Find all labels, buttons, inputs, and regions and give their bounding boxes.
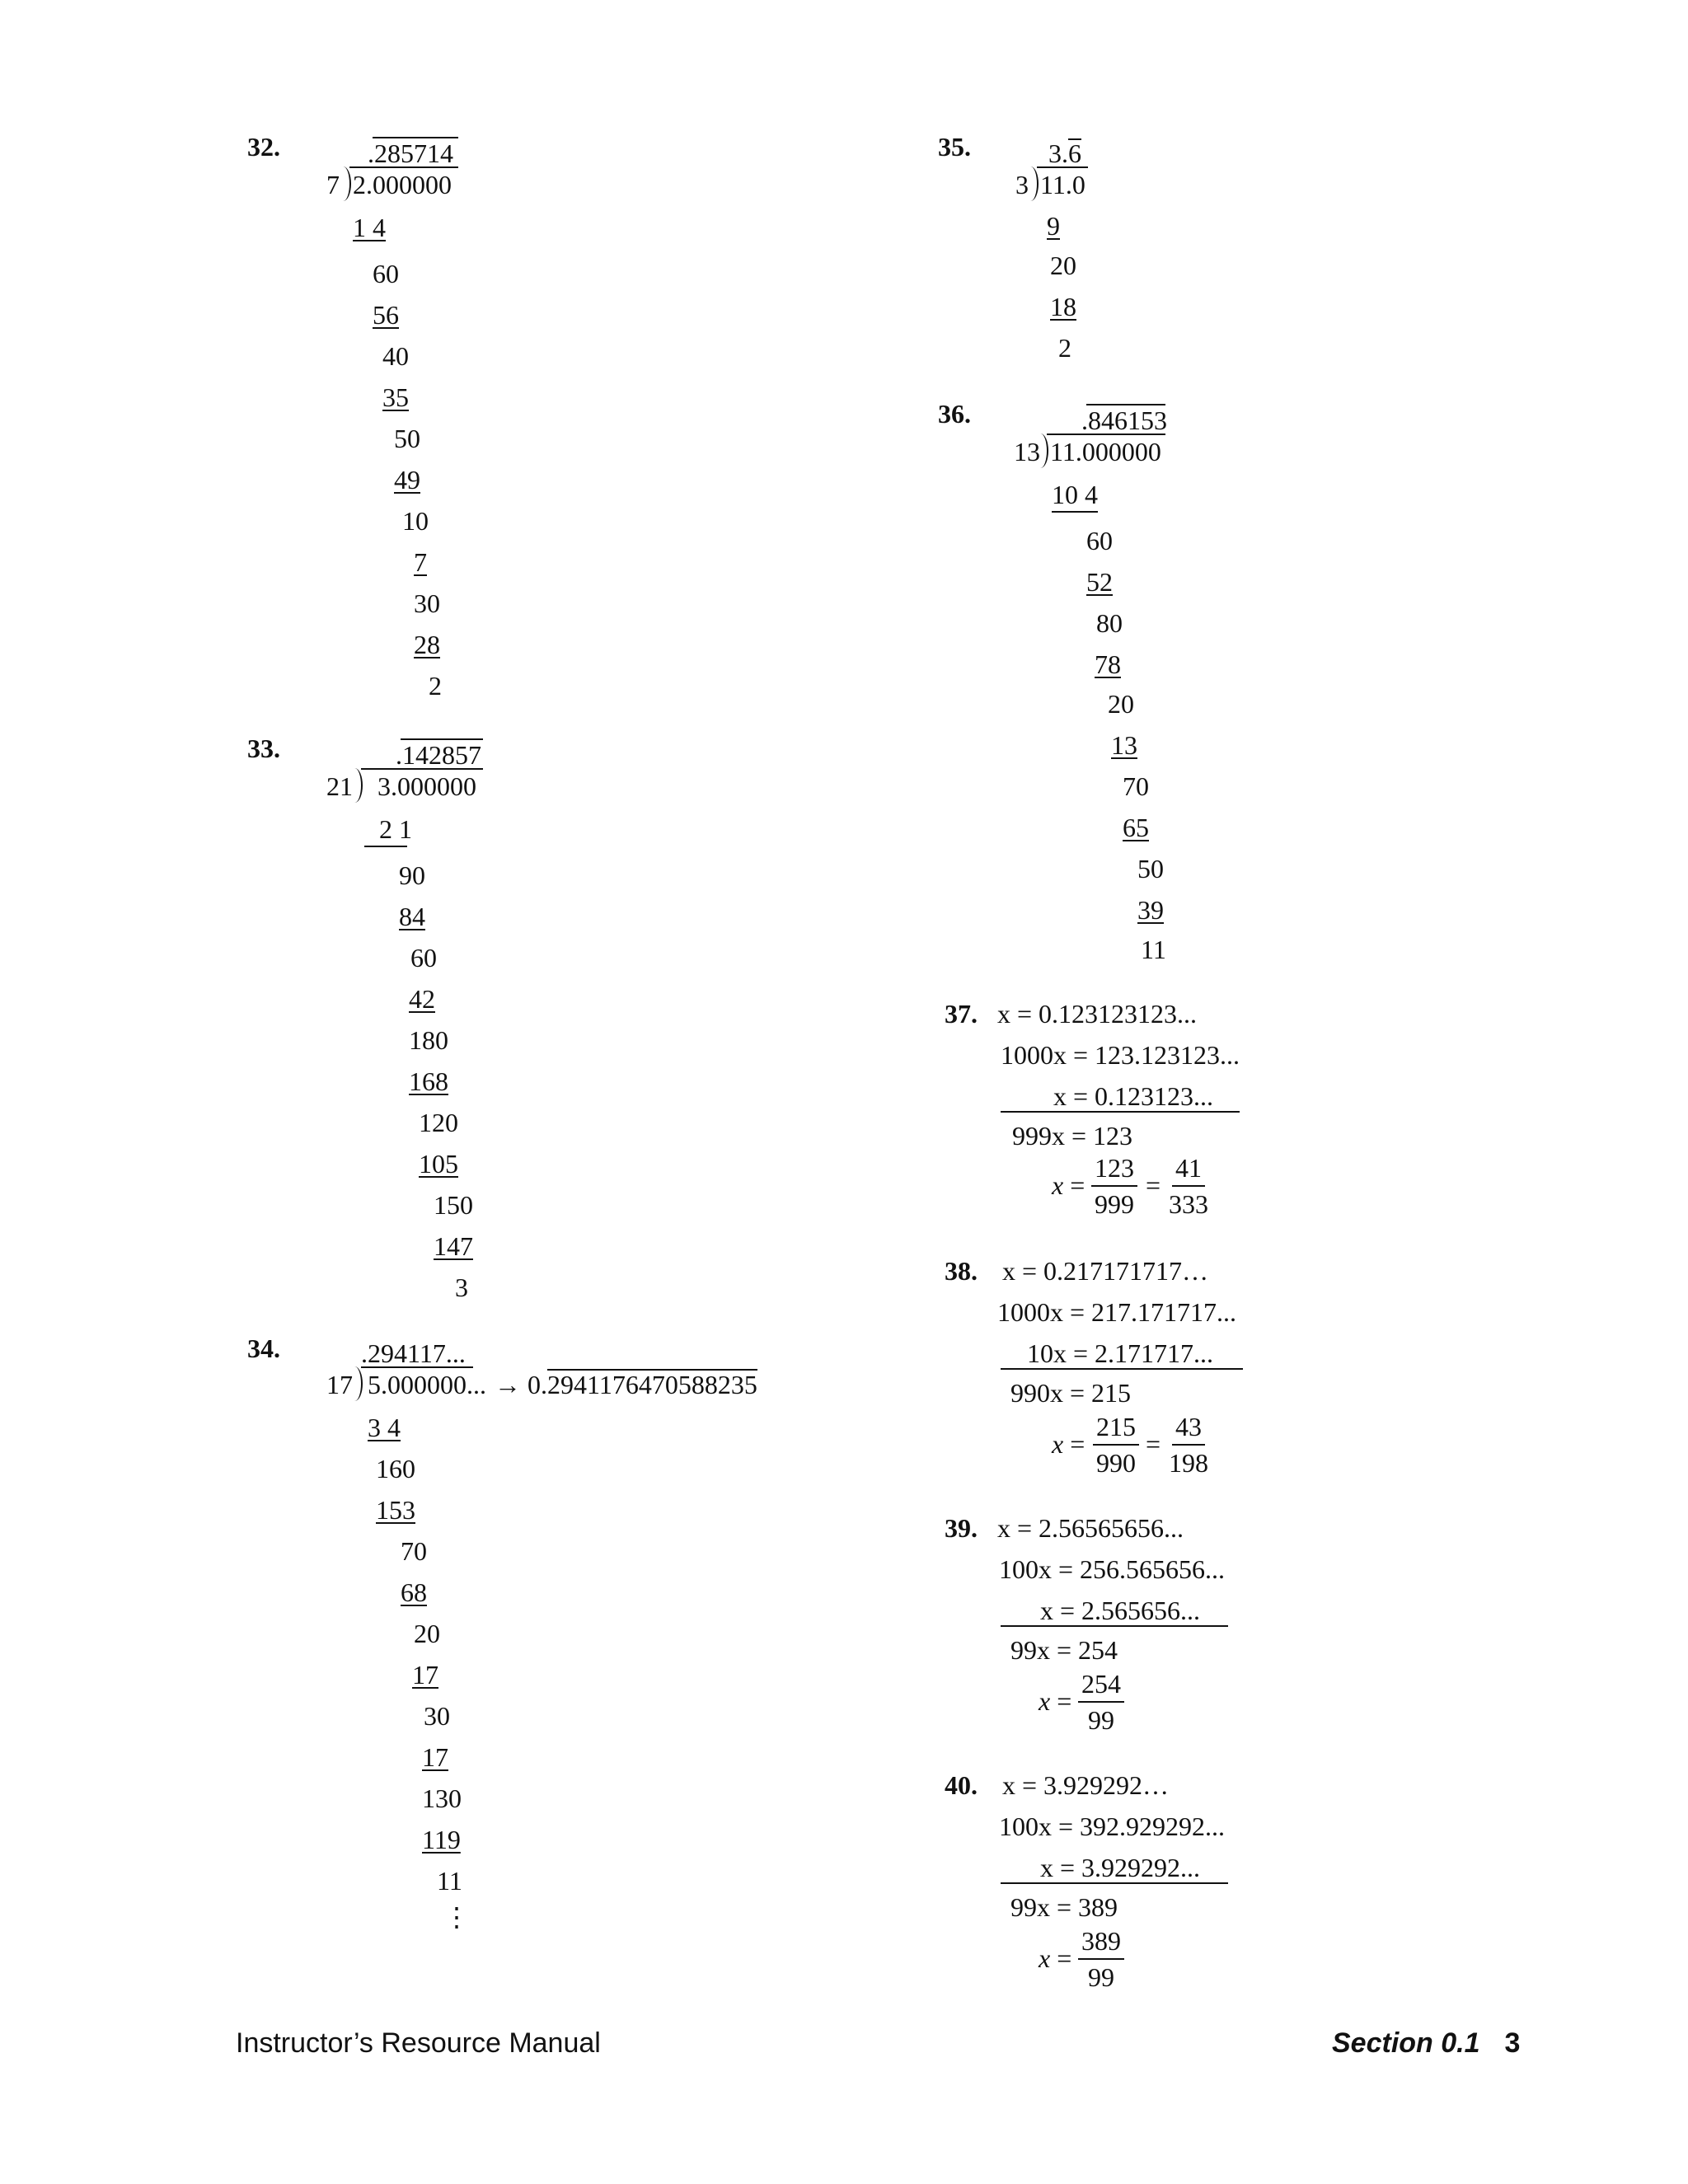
step: 10 4 <box>1052 480 1098 509</box>
step: 1 4 <box>353 213 386 242</box>
step: 17 <box>412 1660 438 1690</box>
step: 20 <box>1108 689 1134 719</box>
step: 78 <box>1095 649 1121 679</box>
fraction <box>1165 1151 1212 1221</box>
step: 60 <box>373 259 399 288</box>
step: 120 <box>419 1108 458 1137</box>
step: 50 <box>1137 854 1164 883</box>
divisor: 7 <box>326 170 340 199</box>
subtraction-rule <box>1001 1625 1228 1627</box>
divisor: 3 <box>1015 170 1029 199</box>
numerator: 254 <box>1078 1666 1124 1703</box>
step-rule <box>1052 511 1098 513</box>
step: 35 <box>382 382 409 412</box>
step: 18 <box>1050 292 1076 321</box>
numerator: 389 <box>1078 1924 1124 1960</box>
step: 42 <box>409 984 435 1014</box>
step: 105 <box>419 1149 458 1179</box>
equation-line: 99x = 389 <box>1010 1892 1118 1922</box>
step: 2 <box>1058 333 1071 363</box>
problem-number: 34. <box>247 1333 280 1363</box>
x-equals: x = <box>1039 1943 1072 1973</box>
result-prefix: 0. <box>528 1370 547 1399</box>
step: 90 <box>399 860 425 890</box>
division-bracket <box>349 768 363 803</box>
footer-section <box>1332 2027 1520 2060</box>
x-equals: x = <box>1039 1686 1072 1716</box>
step: 2 <box>429 671 442 701</box>
denominator: 99 <box>1088 1962 1114 1992</box>
subtraction-rule <box>1001 1111 1240 1113</box>
arrow-icon: → <box>495 1370 521 1399</box>
equation-line: x = 2.565656... <box>1040 1596 1201 1625</box>
numerator: 43 <box>1172 1409 1205 1446</box>
step: 13 <box>1111 730 1137 760</box>
problem-number: 40. <box>945 1770 978 1800</box>
fraction <box>1078 1924 1124 1994</box>
step: 10 <box>402 506 429 536</box>
step: 68 <box>401 1577 427 1607</box>
step: 168 <box>409 1066 448 1096</box>
step: 30 <box>424 1701 450 1731</box>
step: 150 <box>434 1190 473 1220</box>
equation-line: x = 0.123123123... <box>997 999 1198 1029</box>
equation-line: x = 3.929292... <box>1040 1853 1201 1882</box>
step: 70 <box>1123 771 1149 801</box>
step: 39 <box>1137 895 1164 925</box>
dividend: 5.000000... <box>368 1370 486 1399</box>
problem-number: 33. <box>247 733 280 763</box>
step: 2 1 <box>379 814 412 844</box>
step: 7 <box>414 547 427 577</box>
problem-number: 38. <box>945 1256 978 1286</box>
problem-number: 36. <box>938 399 971 429</box>
dividend: 3.000000 <box>377 771 476 801</box>
equation-line: x = 0.217171717… <box>1002 1256 1209 1286</box>
divisor: 17 <box>326 1370 353 1399</box>
step: 153 <box>376 1495 415 1525</box>
step: 84 <box>399 902 425 931</box>
step: 147 <box>434 1231 473 1261</box>
equation-line: 100x = 256.565656... <box>999 1554 1226 1584</box>
x-equals: x = <box>1052 1429 1085 1459</box>
dividend: 11.0 <box>1040 170 1085 199</box>
footer-manual-title: Instructor’s Resource Manual <box>236 2027 601 2059</box>
step: 9 <box>1047 211 1060 241</box>
step: 56 <box>373 300 399 330</box>
subtraction-rule <box>1001 1368 1243 1370</box>
numerator: 41 <box>1172 1151 1205 1187</box>
divisor: 21 <box>326 771 353 801</box>
step: 119 <box>422 1825 461 1854</box>
step: 50 <box>394 424 420 453</box>
equation-line: 10x = 2.171717... <box>1027 1338 1214 1368</box>
fraction <box>1093 1409 1139 1480</box>
step: 60 <box>410 943 437 972</box>
step: 20 <box>1050 251 1076 280</box>
division-bracket <box>349 1366 363 1401</box>
step: 40 <box>382 341 409 371</box>
step: 80 <box>1096 608 1123 638</box>
step: 20 <box>414 1619 440 1648</box>
equation-line: 1000x = 123.123123... <box>1001 1040 1240 1070</box>
problem-number: 32. <box>247 132 280 162</box>
result <box>528 1368 757 1401</box>
equation-line: x = 3.929292… <box>1002 1770 1170 1800</box>
quotient-repeat: 6 <box>1068 138 1081 168</box>
problem-number: 35. <box>938 132 971 162</box>
step: 17 <box>422 1742 448 1772</box>
quotient <box>1048 137 1081 170</box>
step: 180 <box>409 1025 448 1055</box>
quotient: .846153 <box>1081 405 1167 435</box>
dividend: 11.000000 <box>1050 437 1161 466</box>
equation-line: 999x = 123 <box>1012 1121 1133 1151</box>
step: 65 <box>1123 813 1149 842</box>
divisor: 13 <box>1014 437 1040 466</box>
denominator: 990 <box>1096 1448 1136 1478</box>
step: 52 <box>1086 567 1113 597</box>
division-bracket <box>338 166 351 201</box>
step: 49 <box>394 465 420 494</box>
dividend: 2.000000 <box>353 170 452 199</box>
quotient: .294117... <box>361 1338 466 1368</box>
vertical-ellipsis-icon: ⋮ <box>443 1902 470 1932</box>
fraction <box>1165 1409 1212 1480</box>
denominator: 99 <box>1088 1705 1114 1735</box>
equation-line: x = 0.123123... <box>1053 1081 1214 1111</box>
step: 160 <box>376 1454 415 1483</box>
step: 11 <box>437 1866 462 1896</box>
denominator: 198 <box>1169 1448 1208 1478</box>
division-bracket <box>1025 166 1039 201</box>
numerator: 215 <box>1093 1409 1139 1446</box>
x-equals: x = <box>1052 1170 1085 1200</box>
denominator: 999 <box>1095 1189 1134 1219</box>
equals-sign: = <box>1146 1170 1161 1200</box>
equation-line: x = 2.56565656... <box>997 1513 1184 1543</box>
step: 130 <box>422 1783 462 1813</box>
equals-sign: = <box>1146 1429 1161 1459</box>
division-bracket <box>1035 434 1048 468</box>
quotient: .285714 <box>368 138 453 168</box>
problem-number: 37. <box>945 999 978 1029</box>
step: 70 <box>401 1536 427 1566</box>
step: 11 <box>1141 935 1166 964</box>
problem-number: 39. <box>945 1513 978 1543</box>
numerator: 123 <box>1091 1151 1137 1187</box>
equation-line: 990x = 215 <box>1010 1378 1132 1408</box>
fraction <box>1078 1666 1124 1737</box>
equation-line: 99x = 254 <box>1010 1635 1118 1665</box>
denominator: 333 <box>1169 1189 1208 1219</box>
page-number: 3 <box>1504 2027 1521 2059</box>
step-rule <box>364 846 407 847</box>
step: 60 <box>1086 526 1113 555</box>
step: 3 <box>455 1272 468 1302</box>
subtraction-rule <box>1001 1882 1228 1884</box>
quotient: .142857 <box>396 740 481 770</box>
step: 30 <box>414 588 440 618</box>
fraction <box>1091 1151 1137 1221</box>
section-label: Section 0.1 <box>1332 2027 1480 2059</box>
step: 3 4 <box>368 1413 401 1442</box>
equation-line: 100x = 392.929292... <box>999 1811 1226 1841</box>
step: 28 <box>414 630 440 659</box>
equation-line: 1000x = 217.171717... <box>997 1297 1237 1327</box>
result-repeat: 2941176470588235 <box>547 1370 757 1399</box>
quotient-int: 3. <box>1048 138 1068 168</box>
